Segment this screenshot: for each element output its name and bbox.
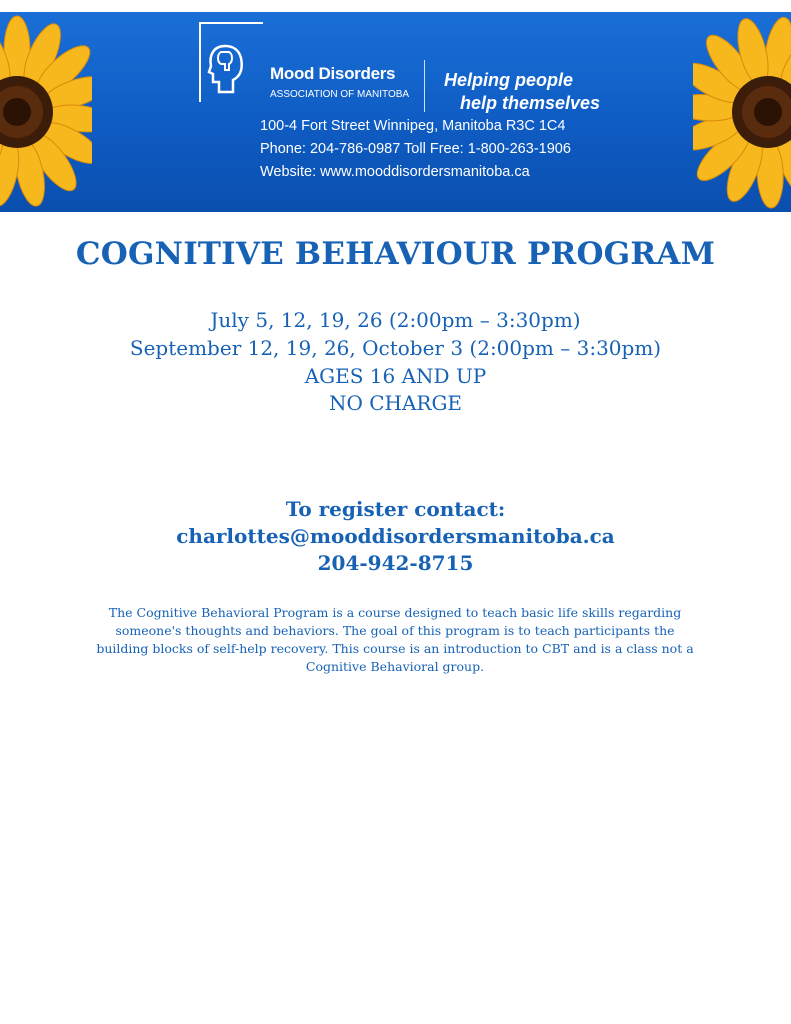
tagline-line2: help themselves: [460, 93, 601, 113]
head-profile-icon: [207, 44, 247, 94]
register-phone: 204-942-8715: [317, 551, 474, 575]
schedule-september: September 12, 19, 26, October 3 (2:00pm – 3:30pm): [129, 336, 662, 360]
header-address: 100-4 Fort Street Winnipeg, Manitoba R3C 1C4: [260, 118, 566, 134]
register-email[interactable]: charlottes@mooddisordersmanitoba.ca: [176, 524, 615, 548]
age-requirement: AGES 16 AND UP: [304, 364, 487, 388]
schedule-july: July 5, 12, 19, 26 (2:00pm – 3:30pm): [210, 308, 581, 332]
org-logo: [199, 22, 263, 102]
header-divider: [424, 60, 425, 112]
header-phone: Phone: 204-786-0987 Toll Free: 1-800-263-1906: [260, 141, 571, 157]
header-website: Website: www.mooddisordersmanitoba.ca: [260, 164, 530, 180]
register-heading: To register contact:: [285, 497, 506, 521]
org-name: Mood Disorders: [270, 64, 396, 83]
program-description: The Cognitive Behavioral Program is a course designed to teach basic life skills regarding someone's thoughts and behaviors. The goal of this program is to teach participants the building blocks of self-help recovery. This course is an introduction to CBT and is a class not a Cognitive Behavioral group.: [96, 605, 694, 674]
page-title: COGNITIVE BEHAVIOUR PROGRAM: [75, 236, 716, 272]
org-subtitle: ASSOCIATION OF MANITOBA: [270, 89, 410, 100]
sunflower-left-image: [0, 12, 92, 212]
sunflower-right-image: [693, 12, 791, 212]
tagline-line1: Helping people: [444, 70, 574, 90]
cost-note: NO CHARGE: [328, 391, 463, 415]
header-banner: [0, 12, 791, 212]
